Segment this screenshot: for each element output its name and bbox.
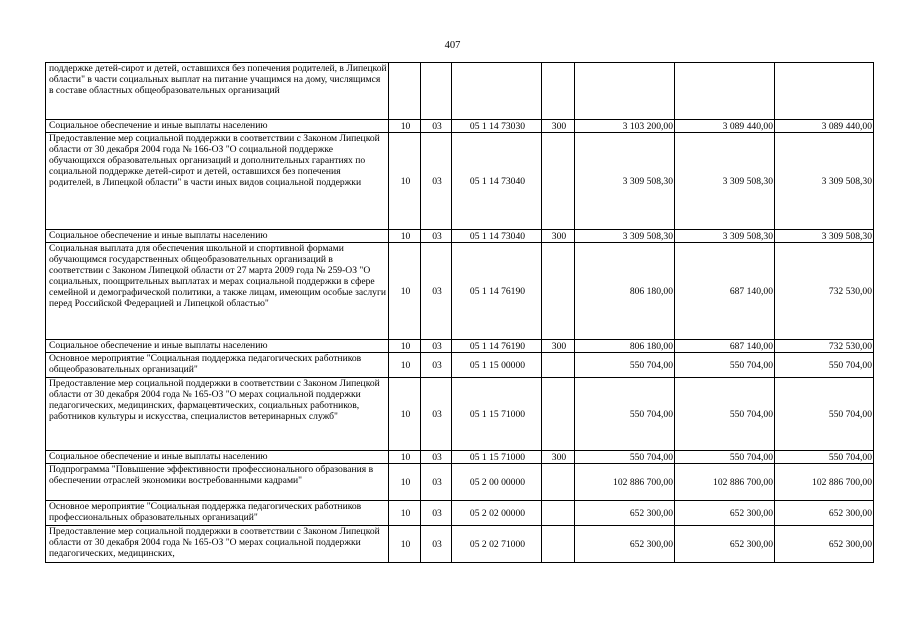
cell-rz: 10 bbox=[389, 464, 421, 501]
cell-csr: 05 1 14 76190 bbox=[452, 243, 542, 340]
cell-rz: 10 bbox=[389, 120, 421, 133]
cell-s1: 550 704,00 bbox=[575, 451, 675, 464]
cell-rz: 10 bbox=[389, 378, 421, 451]
cell-s1: 102 886 700,00 bbox=[575, 464, 675, 501]
cell-vr: 300 bbox=[542, 120, 575, 133]
cell-s3: 550 704,00 bbox=[775, 353, 874, 378]
table-row bbox=[46, 501, 874, 526]
cell-rz bbox=[389, 63, 421, 120]
cell-csr bbox=[452, 63, 542, 120]
cell-s2: 102 886 700,00 bbox=[675, 464, 775, 501]
cell-rz: 10 bbox=[389, 353, 421, 378]
cell-csr: 05 1 14 73030 bbox=[452, 120, 542, 133]
cell-rz: 10 bbox=[389, 340, 421, 353]
cell-name: Предоставление мер социальной поддержки в соответствии с Законом Липецкой области от 30 декабря 2004 года № 165-ОЗ "О мерах социальной поддержки педагогических, медицинских, фармацевтических, социальных работников, работников культуры и искусства, специалистов ветеринарных служб" bbox=[46, 378, 389, 451]
cell-name: Социальное обеспечение и иные выплаты населению bbox=[46, 230, 389, 243]
cell-vr bbox=[542, 501, 575, 526]
cell-s1: 806 180,00 bbox=[575, 243, 675, 340]
cell-name: Подпрограмма "Повышение эффективности профессионального образования в обеспечении отраслей экономики востребованными кадрами" bbox=[46, 464, 389, 501]
cell-name: Социальное обеспечение и иные выплаты населению bbox=[46, 451, 389, 464]
table-row bbox=[46, 526, 874, 563]
cell-s1: 806 180,00 bbox=[575, 340, 675, 353]
cell-s3: 3 089 440,00 bbox=[775, 120, 874, 133]
cell-csr: 05 1 15 71000 bbox=[452, 378, 542, 451]
cell-vr bbox=[542, 526, 575, 563]
table-row bbox=[46, 340, 874, 353]
cell-name: поддержке детей-сирот и детей, оставшихся без попечения родителей, в Липецкой области" в части социальных выплат на питание учащимся на дому, числящимся в составе областных общеобразовательных организаций bbox=[46, 63, 389, 120]
table-row bbox=[46, 353, 874, 378]
cell-pr bbox=[421, 63, 452, 120]
cell-csr: 05 2 02 71000 bbox=[452, 526, 542, 563]
table-body bbox=[46, 63, 874, 563]
cell-rz: 10 bbox=[389, 451, 421, 464]
cell-rz: 10 bbox=[389, 230, 421, 243]
cell-s2: 687 140,00 bbox=[675, 243, 775, 340]
cell-pr: 03 bbox=[421, 133, 452, 230]
cell-s2: 3 309 508,30 bbox=[675, 133, 775, 230]
table-row bbox=[46, 378, 874, 451]
cell-pr: 03 bbox=[421, 340, 452, 353]
cell-csr: 05 1 14 73040 bbox=[452, 230, 542, 243]
cell-s3: 550 704,00 bbox=[775, 378, 874, 451]
cell-name: Предоставление мер социальной поддержки в соответствии с Законом Липецкой области от 30 декабря 2004 года № 165-ОЗ "О мерах социальной поддержки педагогических, медицинских, bbox=[46, 526, 389, 563]
cell-name: Основное мероприятие "Социальная поддержка педагогических работников общеобразовательных организаций" bbox=[46, 353, 389, 378]
cell-s2: 3 089 440,00 bbox=[675, 120, 775, 133]
cell-s2: 550 704,00 bbox=[675, 353, 775, 378]
cell-csr: 05 2 00 00000 bbox=[452, 464, 542, 501]
cell-s1: 652 300,00 bbox=[575, 501, 675, 526]
cell-s2 bbox=[675, 63, 775, 120]
table-row bbox=[46, 120, 874, 133]
cell-vr bbox=[542, 464, 575, 501]
table-row bbox=[46, 133, 874, 230]
cell-s3: 652 300,00 bbox=[775, 501, 874, 526]
cell-name: Социальная выплата для обеспечения школьной и спортивной формами обучающимся государственных общеобразовательных организаций в соответствии с Законом Липецкой области от 27 марта 2009 года № 259-ОЗ "О социальных, поощрительных выплатах и мерах социальной поддержки в сфере семейной и демографической политики, а также лицам, имеющим особые заслуги перед Российской Федерацией и Липецкой областью" bbox=[46, 243, 389, 340]
table-row bbox=[46, 243, 874, 340]
cell-s3: 102 886 700,00 bbox=[775, 464, 874, 501]
cell-s1: 550 704,00 bbox=[575, 378, 675, 451]
page-number: 407 bbox=[444, 40, 461, 51]
cell-pr: 03 bbox=[421, 464, 452, 501]
cell-csr: 05 1 14 73040 bbox=[452, 133, 542, 230]
table-row bbox=[46, 63, 874, 120]
cell-csr: 05 2 02 00000 bbox=[452, 501, 542, 526]
cell-vr bbox=[542, 63, 575, 120]
cell-s3: 550 704,00 bbox=[775, 451, 874, 464]
cell-s3: 732 530,00 bbox=[775, 243, 874, 340]
table-row bbox=[46, 230, 874, 243]
cell-s1: 3 103 200,00 bbox=[575, 120, 675, 133]
cell-name: Социальное обеспечение и иные выплаты населению bbox=[46, 340, 389, 353]
cell-vr bbox=[542, 378, 575, 451]
cell-rz: 10 bbox=[389, 526, 421, 563]
cell-csr: 05 1 15 71000 bbox=[452, 451, 542, 464]
cell-s1: 3 309 508,30 bbox=[575, 133, 675, 230]
cell-s3: 652 300,00 bbox=[775, 526, 874, 563]
cell-s3: 732 530,00 bbox=[775, 340, 874, 353]
table-row bbox=[46, 464, 874, 501]
cell-vr bbox=[542, 353, 575, 378]
cell-rz: 10 bbox=[389, 133, 421, 230]
cell-name: Основное мероприятие "Социальная поддержка педагогических работников профессиональных образовательных организаций" bbox=[46, 501, 389, 526]
cell-s2: 652 300,00 bbox=[675, 526, 775, 563]
cell-rz: 10 bbox=[389, 501, 421, 526]
cell-s1 bbox=[575, 63, 675, 120]
cell-csr: 05 1 15 00000 bbox=[452, 353, 542, 378]
cell-s2: 550 704,00 bbox=[675, 378, 775, 451]
cell-s1: 3 309 508,30 bbox=[575, 230, 675, 243]
cell-vr: 300 bbox=[542, 451, 575, 464]
cell-csr: 05 1 14 76190 bbox=[452, 340, 542, 353]
cell-pr: 03 bbox=[421, 378, 452, 451]
cell-s2: 687 140,00 bbox=[675, 340, 775, 353]
cell-name: Социальное обеспечение и иные выплаты населению bbox=[46, 120, 389, 133]
cell-s3: 3 309 508,30 bbox=[775, 133, 874, 230]
cell-vr bbox=[542, 243, 575, 340]
cell-pr: 03 bbox=[421, 353, 452, 378]
cell-rz: 10 bbox=[389, 243, 421, 340]
cell-pr: 03 bbox=[421, 243, 452, 340]
cell-pr: 03 bbox=[421, 451, 452, 464]
cell-s2: 3 309 508,30 bbox=[675, 230, 775, 243]
budget-table bbox=[45, 62, 874, 563]
cell-s3: 3 309 508,30 bbox=[775, 230, 874, 243]
cell-s2: 550 704,00 bbox=[675, 451, 775, 464]
cell-vr: 300 bbox=[542, 230, 575, 243]
cell-pr: 03 bbox=[421, 526, 452, 563]
cell-vr bbox=[542, 133, 575, 230]
cell-s2: 652 300,00 bbox=[675, 501, 775, 526]
cell-name: Предоставление мер социальной поддержки в соответствии с Законом Липецкой области от 30 декабря 2004 года № 166-ОЗ "О социальной поддержке обучающихся образовательных организаций и дополнительных гарантиях по социальной поддержке детей-сирот и детей, оставшихся без попечения родителей, в Липецкой области" в части иных видов социальной поддержки bbox=[46, 133, 389, 230]
cell-pr: 03 bbox=[421, 501, 452, 526]
cell-pr: 03 bbox=[421, 120, 452, 133]
cell-s3 bbox=[775, 63, 874, 120]
cell-pr: 03 bbox=[421, 230, 452, 243]
cell-vr: 300 bbox=[542, 340, 575, 353]
cell-s1: 652 300,00 bbox=[575, 526, 675, 563]
cell-s1: 550 704,00 bbox=[575, 353, 675, 378]
table-row bbox=[46, 451, 874, 464]
